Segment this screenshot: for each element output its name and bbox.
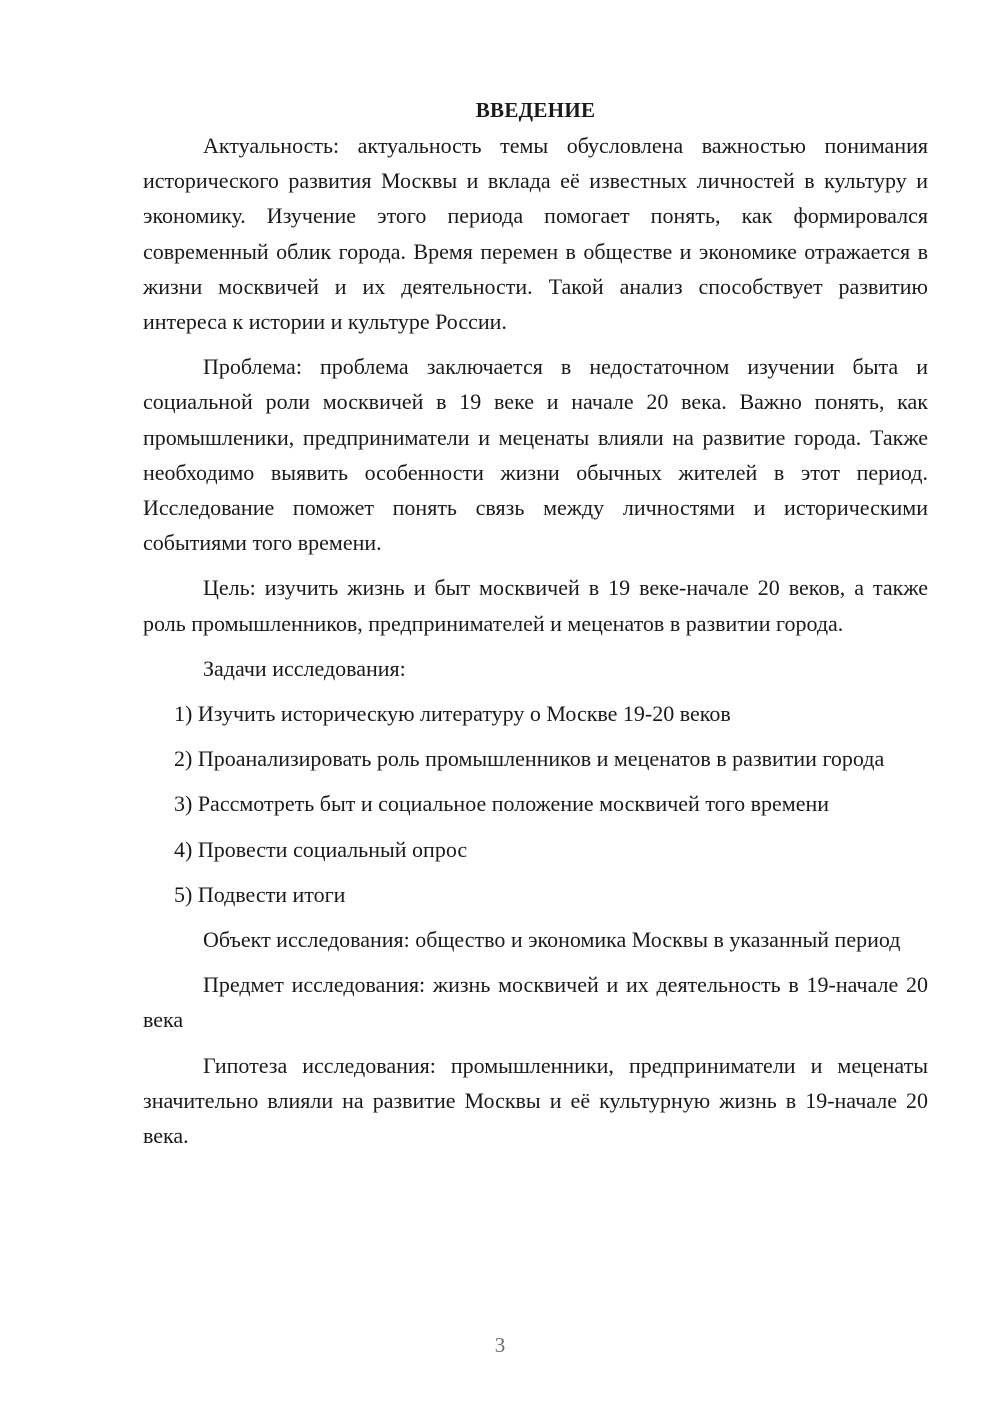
task-item: 2) Проанализировать роль промышленников и меценатов в развитии города [174,746,885,772]
tasks-list [143,696,928,912]
document-page [143,92,928,1163]
task-item: 4) Провести социальный опрос [174,836,468,862]
tasks-heading: Задачи исследования: [203,655,406,681]
task-item: 5) Подвести итоги [174,881,346,907]
task-item: 3) Рассмотреть быт и социальное положение москвичей того времени [174,791,830,817]
object-paragraph: Объект исследования: общество и экономика Москвы в указанный период [203,927,901,953]
problem-paragraph: Проблема: проблема заключается в недостаточном изучении быта и социальной роли москвичей в 19 веке и начале 20 века. Важно понять, как промышленики, предприниматели и меценаты влияли на развитие города. Также необходимо выявить особенности жизни обычных жителей в этот период. Исследование поможет понять связь между личностями и историческими событиями того времени. [143,354,928,556]
goal-paragraph: Цель: изучить жизнь и быт москвичей в 19 веке-начале 20 веков, а также роль промышленников, предпринимателей и меценатов в развитии города. [143,575,928,636]
page-number: 3 [494,1333,506,1357]
section-heading: ВВЕДЕНИЕ [475,98,596,122]
subject-paragraph: Предмет исследования: жизнь москвичей и их деятельность в 19-начале 20 века [143,972,928,1033]
task-item: 1) Изучить историческую литературу о Москве 19-20 веков [174,701,731,727]
relevance-paragraph: Актуальность: актуальность темы обусловлена важностью понимания исторического развития Москвы и вклада её известных личностей в культуру и экономику. Изучение этого периода помогает понять, как формировался современный облик города. Время перемен в обществе и экономике отражается в жизни москвичей и их деятельности. Такой анализ способствует развитию интереса к истории и культуре России. [143,133,928,335]
hypothesis-paragraph: Гипотеза исследования: промышленники, предприниматели и меценаты значительно влияли на развитие Москвы и её культурную жизнь в 19-начале 20 века. [143,1052,928,1149]
